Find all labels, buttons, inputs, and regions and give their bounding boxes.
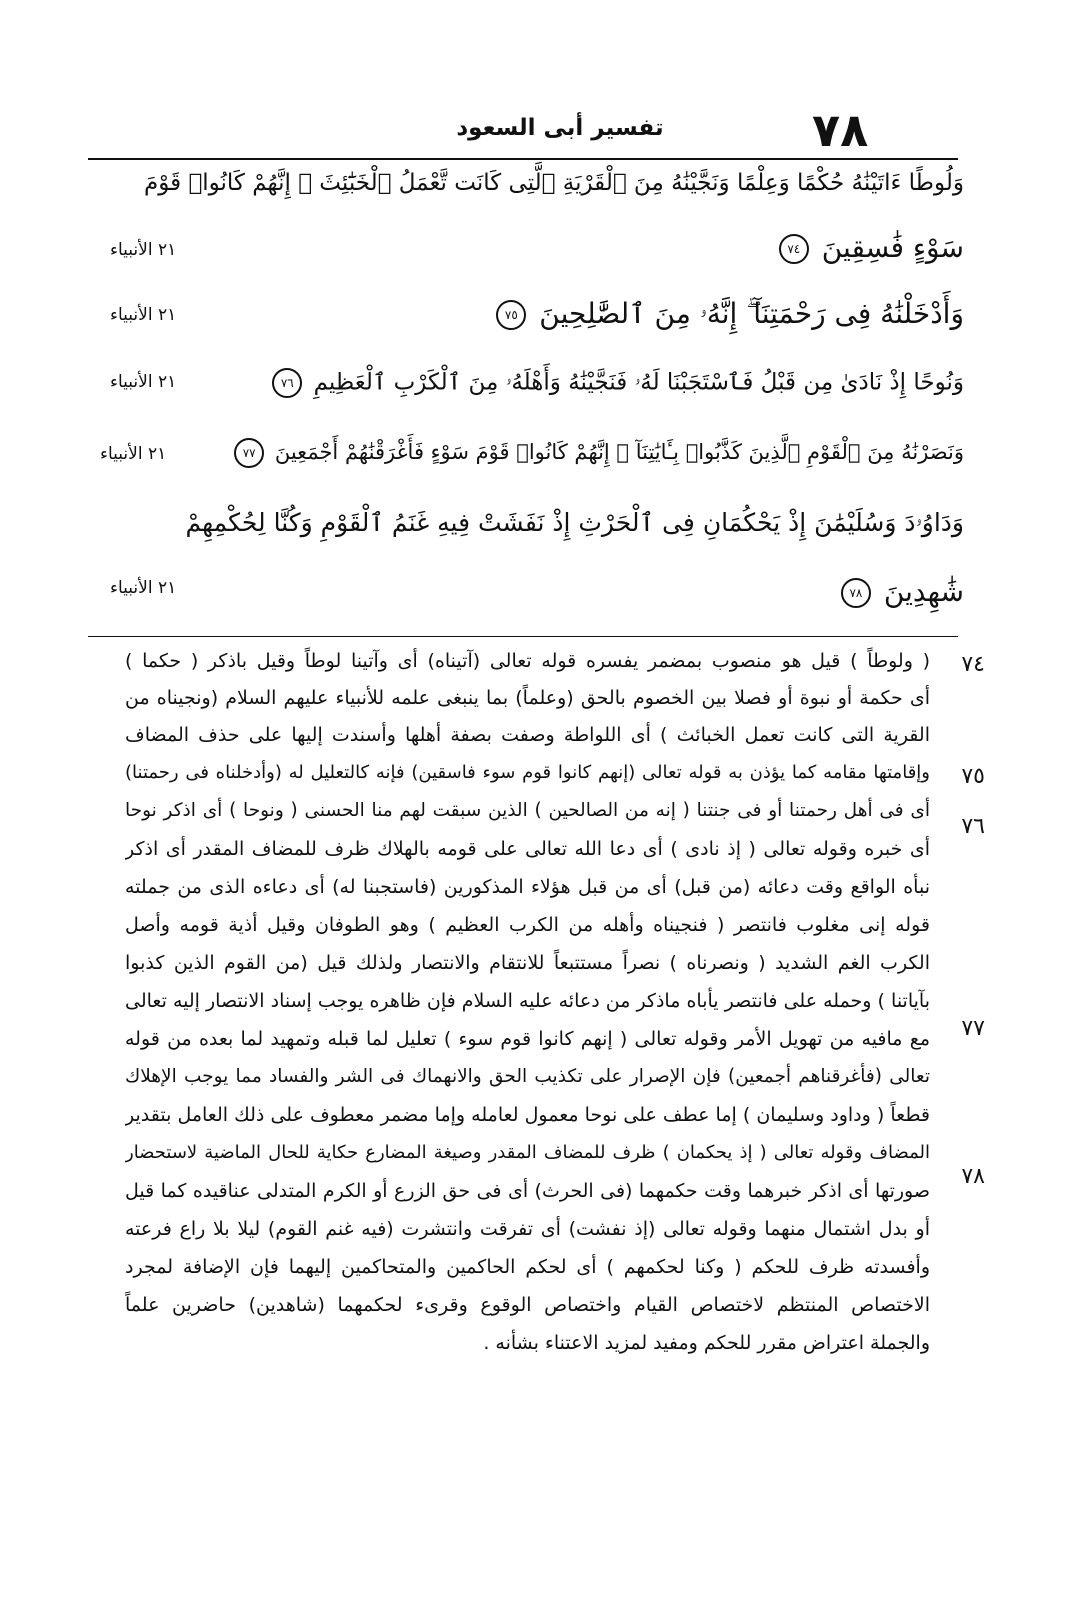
commentary-line: ( ولوطاً ) قيل هو منصوب بمضمر يفسره قوله تعالى (آتيناه) أى وآتينا لوطاً وقيل باذكر ( حكما ) [125, 650, 930, 672]
verse-text: وَلُوطًا ءَاتَيْنَٰهُ حُكْمًا وَعِلْمًا وَنَجَّيْنَٰهُ مِنَ ٱلْقَرْيَةِ ٱلَّتِى كَانَت تَّعْمَلُ ٱلْخَبَٰٓئِثَ ۗ إِنَّهُمْ كَانُوا۟ قَوْمَ [144, 170, 964, 196]
commentary-line: المضاف وقوله تعالى ( إذ يحكمان ) ظرف للمضاف المقدر وصيغة المضارع حكاية للحال الماضية لاستحضار [125, 1142, 930, 1163]
page-number: ٧٨ [812, 103, 869, 157]
commentary-line: وإقامتها مقامه كما يؤذن به قوله تعالى (إنهم كانوا قوم سوء فاسقين) فإنه كالتعليل له (وأدخلناه فى رحمتنا) [125, 762, 930, 783]
verse-end-marker: ٧٦ [272, 368, 302, 398]
surah-reference: ٢١ الأنبياء [110, 240, 177, 260]
commentary-line: القرية التى كانت تعمل الخبائث ) أى اللواطة وصفت بصفة أهلها وأسندت إليها على حذف المضاف [125, 724, 930, 746]
commentary-verse-number: ٧٧ [961, 1016, 985, 1041]
verse-line [268, 368, 964, 398]
verse-line [144, 172, 964, 195]
commentary-line: أو بدل اشتمال منهما وقوله تعالى (إذ نفشت) أى تفرقت وانتشرت (فيه غنم القوم) ليلا بلا راع فرعته [125, 1218, 930, 1240]
verse-text: شَٰهِدِينَ [883, 575, 964, 608]
verse-line [775, 231, 964, 264]
surah-reference: ٢١ الأنبياء [100, 444, 167, 464]
commentary-line: أى حكمة أو نبوة أو فصلا بين الخصوم بالحق (وعلماً) بما ينبغى علمه للأنبياء عليهم السلام (ونجيناه من [125, 687, 930, 709]
verse-end-marker: ٧٥ [496, 300, 526, 330]
verse-text: وَأَدْخَلْنَٰهُ فِى رَحْمَتِنَآ ۖ إِنَّهُۥ مِنَ ٱلصَّٰلِحِينَ [539, 297, 964, 330]
commentary-line: قطعاً ( وداود وسليمان ) إما عطف على نوحا معمول لعامله وإما مضمر معطوف على ذلك العامل بتقدير [125, 1104, 930, 1126]
commentary-verse-number: ٧٦ [961, 814, 985, 839]
verse-text: وَنَصَرْنَٰهُ مِنَ ٱلْقَوْمِ ٱلَّذِينَ كَذَّبُوا۟ بِـَٔايَٰتِنَآ ۚ إِنَّهُمْ كَانُوا۟ قَوْمَ سَوْءٍ فَأَغْرَقْنَٰهُمْ أَجْمَعِينَ [274, 440, 964, 464]
commentary-line: قوله إنى مغلوب فانتصر ( فنجيناه وأهله من الكرب العظيم ) وهو الطوفان وقيل أذية قومه وأصل [125, 914, 930, 936]
commentary-line: صورتها أى اذكر خبرهما وقت حكمهما (فى الحرث) أى فى حق الزرع أو الكرم المتدلى عناقيده كما قيل [125, 1180, 930, 1202]
verse-text: وَدَاوُۥدَ وَسُلَيْمَٰنَ إِذْ يَحْكُمَانِ فِى ٱلْحَرْثِ إِذْ نَفَشَتْ فِيهِ غَنَمُ ٱلْقَوْمِ وَكُنَّا لِحُكْمِهِمْ [185, 508, 964, 537]
commentary-line: نبأه الواقع وقت دعائه (من قبل) أى من قبل هؤلاء المذكورين (فاستجبنا له) أى دعاءه الذى من جملته [125, 876, 930, 898]
verse-end-marker: ٧٧ [234, 438, 264, 468]
commentary-line: الاختصاص المنتظم لاختصاص القيام واختصاص الوقوع وقرىء لحكمهما (شاهدين) حاضرين علماً [125, 1294, 930, 1316]
separator-rule [88, 636, 958, 637]
verse-text: وَنُوحًا إِذْ نَادَىٰ مِن قَبْلُ فَٱسْتَجَبْنَا لَهُۥ فَنَجَّيْنَٰهُ وَأَهْلَهُۥ مِنَ ٱلْكَرْبِ ٱلْعَظِيمِ [313, 369, 964, 396]
verse-line [837, 575, 964, 608]
commentary-verse-number: ٧٨ [961, 1164, 985, 1189]
commentary-line: أى فى أهل رحمتنا أو فى جنتنا ( إنه من الصالحين ) الذين سبقت لهم منا الحسنى ( ونوحا ) أى اذكر نوحا [125, 800, 930, 821]
commentary-verse-number: ٧٤ [961, 652, 985, 677]
commentary-verse-number: ٧٥ [961, 764, 985, 789]
surah-reference: ٢١ الأنبياء [110, 305, 177, 325]
commentary-line: بآياتنا ) وحمله على فانتصر يأباه ماذكر من دعائه عليه السلام فإن ظاهره يوجب إسناد الانتصار إليه تعالى [125, 990, 930, 1012]
commentary-line: مع مافيه من تهويل الأمر وقوله تعالى ( إنهم كانوا قوم سوء ) تعليل لما قبله وتمهيد لما بعده من قوله [125, 1028, 930, 1050]
verse-line [185, 510, 964, 535]
surah-reference: ٢١ الأنبياء [110, 372, 177, 392]
verse-line [230, 438, 964, 468]
verse-end-marker: ٧٤ [779, 234, 809, 264]
surah-reference: ٢١ الأنبياء [110, 578, 177, 598]
running-title: تفسير أبى السعود [456, 115, 664, 141]
commentary-line: وأفسدته ظرف للحكم ( وكنا لحكمهم ) أى لحكم الحاكمين والمتحاكمين إليهما فإن الإضافة لمجرد [125, 1256, 930, 1278]
commentary-line: الكرب الغم الشديد ( ونصرناه ) نصراً مستتبعاً للانتقام والانتصار ولذلك قيل (من القوم الذين كذبوا [125, 952, 930, 974]
commentary-line: تعالى (فأغرقناهم أجمعين) فإن الإصرار على تكذيب الحق والانهماك فى الشر والفساد مما يوجب الإهلاك [125, 1066, 930, 1087]
verse-line [492, 297, 964, 330]
header-rule [88, 158, 958, 160]
verse-text: سَوْءٍ فَٰسِقِينَ [821, 231, 964, 264]
verse-end-marker: ٧٨ [841, 578, 871, 608]
commentary-line: والجملة اعتراض مقرر للحكم ومفيد لمزيد الاعتناء بشأنه . [483, 1332, 930, 1354]
commentary-line: أى خبره وقوله تعالى ( إذ نادى ) أى دعا الله تعالى على قومه بالهلاك ظرف للمضاف المقدر أى اذكر [125, 838, 930, 860]
